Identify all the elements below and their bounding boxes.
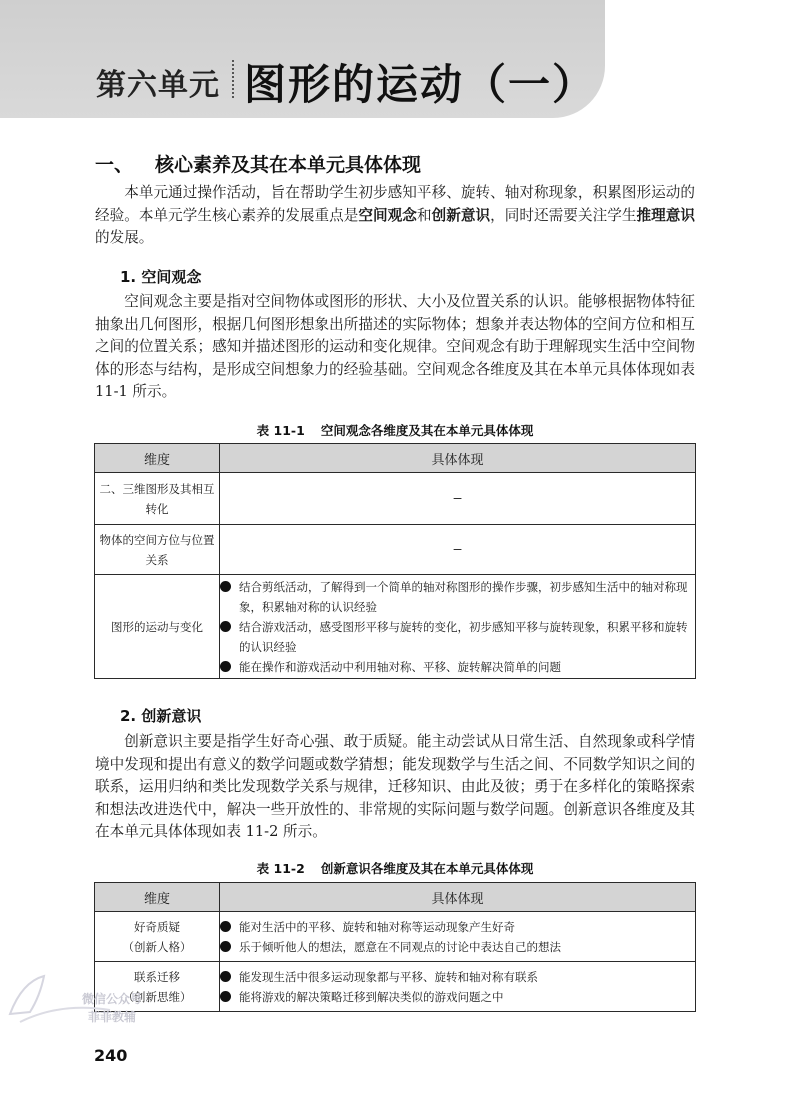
dimension-name: 联系迁移 <box>134 969 180 984</box>
bullet-text: 能发现生活中很多运动现象都与平移、旋转和轴对称有联系 <box>239 969 538 984</box>
table1-caption-number: 表 11-1 <box>256 423 305 438</box>
table2-caption <box>95 859 695 877</box>
bullet-text: 结合游戏活动，感受图形平移与旋转的变化，初步感知平移与旋转现象，积累平移和旋转的认识经验 <box>239 619 688 654</box>
dimension-cell: 二、三维图形及其相互转化 <box>95 473 220 525</box>
bullet-icon <box>220 991 231 1002</box>
subheading-spatial: 1. 空间观念 <box>120 268 202 286</box>
dimension-cell: 物体的空间方位与位置关系 <box>95 525 220 575</box>
table-row <box>95 912 696 962</box>
content-cell <box>220 575 696 679</box>
section-heading <box>95 150 421 177</box>
col-header-dimension: 维度 <box>95 883 220 912</box>
bullet-icon <box>220 921 231 932</box>
intro-paragraph <box>95 182 695 250</box>
watermark-line-1: 微信公众号 <box>81 992 142 1006</box>
col-header-content: 具体体现 <box>220 883 696 912</box>
bullet-text: 乐于倾听他人的想法，愿意在不同观点的讨论中表达自己的想法 <box>239 939 561 954</box>
col-header-dimension: 维度 <box>95 444 220 473</box>
intro-bold-reasoning: 推理意识 <box>636 206 695 224</box>
bullet-icon <box>220 941 231 952</box>
spatial-paragraph: 空间观念主要是指对空间物体或图形的形状、大小及位置关系的认识。能够根据物体特征抽象出几何图形，根据几何图形想象出所描述的实际物体；想象并表达物体的空间方位和相互之间的位置关系；感知并描述图形的运动和变化规律。空间观念有助于理解现实生活中空间物体的形态与结构，是形成空间想象力的经验基础。空间观念各维度及其在本单元具体体现如表 11-1 所示。 <box>95 293 695 400</box>
watermark-line-2: 菲菲教辅 <box>87 1010 136 1024</box>
table1-caption <box>95 421 695 439</box>
content-cell <box>220 912 696 962</box>
section-number: 一、 <box>95 154 134 176</box>
bullet-text: 结合剪纸活动，了解得到一个简单的轴对称图形的操作步骤，初步感知生活中的轴对称现象，积累轴对称的认识经验 <box>239 579 688 614</box>
dimension-name: 好奇质疑 <box>134 919 180 934</box>
intro-text-1: 本单元通过操作活动，旨在帮助学生初步感知平移、旋转、轴对称现象，积累图形运动的经验。本单元学生核心素养的发展重点是 <box>95 184 695 224</box>
table2-caption-number: 表 11-2 <box>256 861 305 876</box>
bullet-icon <box>220 581 231 592</box>
intro-text-2: 和 <box>416 206 432 224</box>
bullet-icon <box>220 661 231 672</box>
unit-title: 图形的运动（一） <box>244 60 597 109</box>
dimension-sub: （创新思维） <box>122 989 192 1004</box>
table-row <box>95 575 696 679</box>
intro-bold-spatial: 空间观念 <box>358 206 417 224</box>
col-header-content: 具体体现 <box>220 444 696 473</box>
content-cell: — <box>220 525 696 575</box>
subheading-innovation: 2. 创新意识 <box>120 707 202 725</box>
table-innovation <box>94 882 696 1012</box>
unit-label: 第六单元 <box>96 68 220 103</box>
bullet-item <box>220 937 695 957</box>
bullet-text: 能对生活中的平移、旋转和轴对称等运动现象产生好奇 <box>239 919 515 934</box>
bullet-item <box>220 987 695 1007</box>
bullet-text: 能将游戏的解决策略迁移到解决类似的游戏问题之中 <box>239 989 504 1004</box>
intro-text-3: ，同时还需要关注学生 <box>490 206 637 224</box>
bullet-item <box>220 967 695 987</box>
bullet-icon <box>220 971 231 982</box>
content-cell <box>220 962 696 1012</box>
intro-bold-innovation: 创新意识 <box>431 206 491 224</box>
table-row <box>95 473 696 525</box>
bullet-text: 能在操作和游戏活动中利用轴对称、平移、旋转解决简单的问题 <box>239 659 561 674</box>
bullet-item <box>220 917 695 937</box>
table-row <box>95 525 696 575</box>
content-cell: — <box>220 473 696 525</box>
watermark-text <box>62 990 162 1026</box>
table2-caption-text: 创新意识各维度及其在本单元具体体现 <box>320 861 534 876</box>
bullet-item <box>220 577 695 617</box>
bullet-item <box>220 657 695 677</box>
page-number: 240 <box>94 1046 128 1065</box>
bullet-item <box>220 617 695 657</box>
table-header-row <box>95 883 696 912</box>
intro-text-4: 的发展。 <box>95 229 154 246</box>
table-spatial <box>94 443 696 679</box>
dimension-cell: 图形的运动与变化 <box>95 575 220 679</box>
bullet-icon <box>220 621 231 632</box>
innovation-paragraph: 创新意识主要是指学生好奇心强、敢于质疑。能主动尝试从日常生活、自然现象或科学情境中发现和提出有意义的数学问题或数学猜想；能发现数学与生活之间、不同数学知识之间的联系，运用归纳和类比发现数学关系与规律，迁移知识、由此及彼；勇于在多样化的策略探索和想法改进迭代中，解决一些开放性的、非常规的实际问题与数学问题。创新意识各维度及其在本单元具体体现如表 11-2 所示。 <box>95 733 695 840</box>
dimension-sub: （创新人格） <box>122 939 192 954</box>
table1-caption-text: 空间观念各维度及其在本单元具体体现 <box>320 423 534 438</box>
section-title: 核心素养及其在本单元具体体现 <box>155 154 422 176</box>
table-header-row <box>95 444 696 473</box>
table-row <box>95 962 696 1012</box>
unit-separator <box>232 60 234 98</box>
watermark-leaf-icon <box>10 976 44 1014</box>
dimension-cell <box>95 912 220 962</box>
